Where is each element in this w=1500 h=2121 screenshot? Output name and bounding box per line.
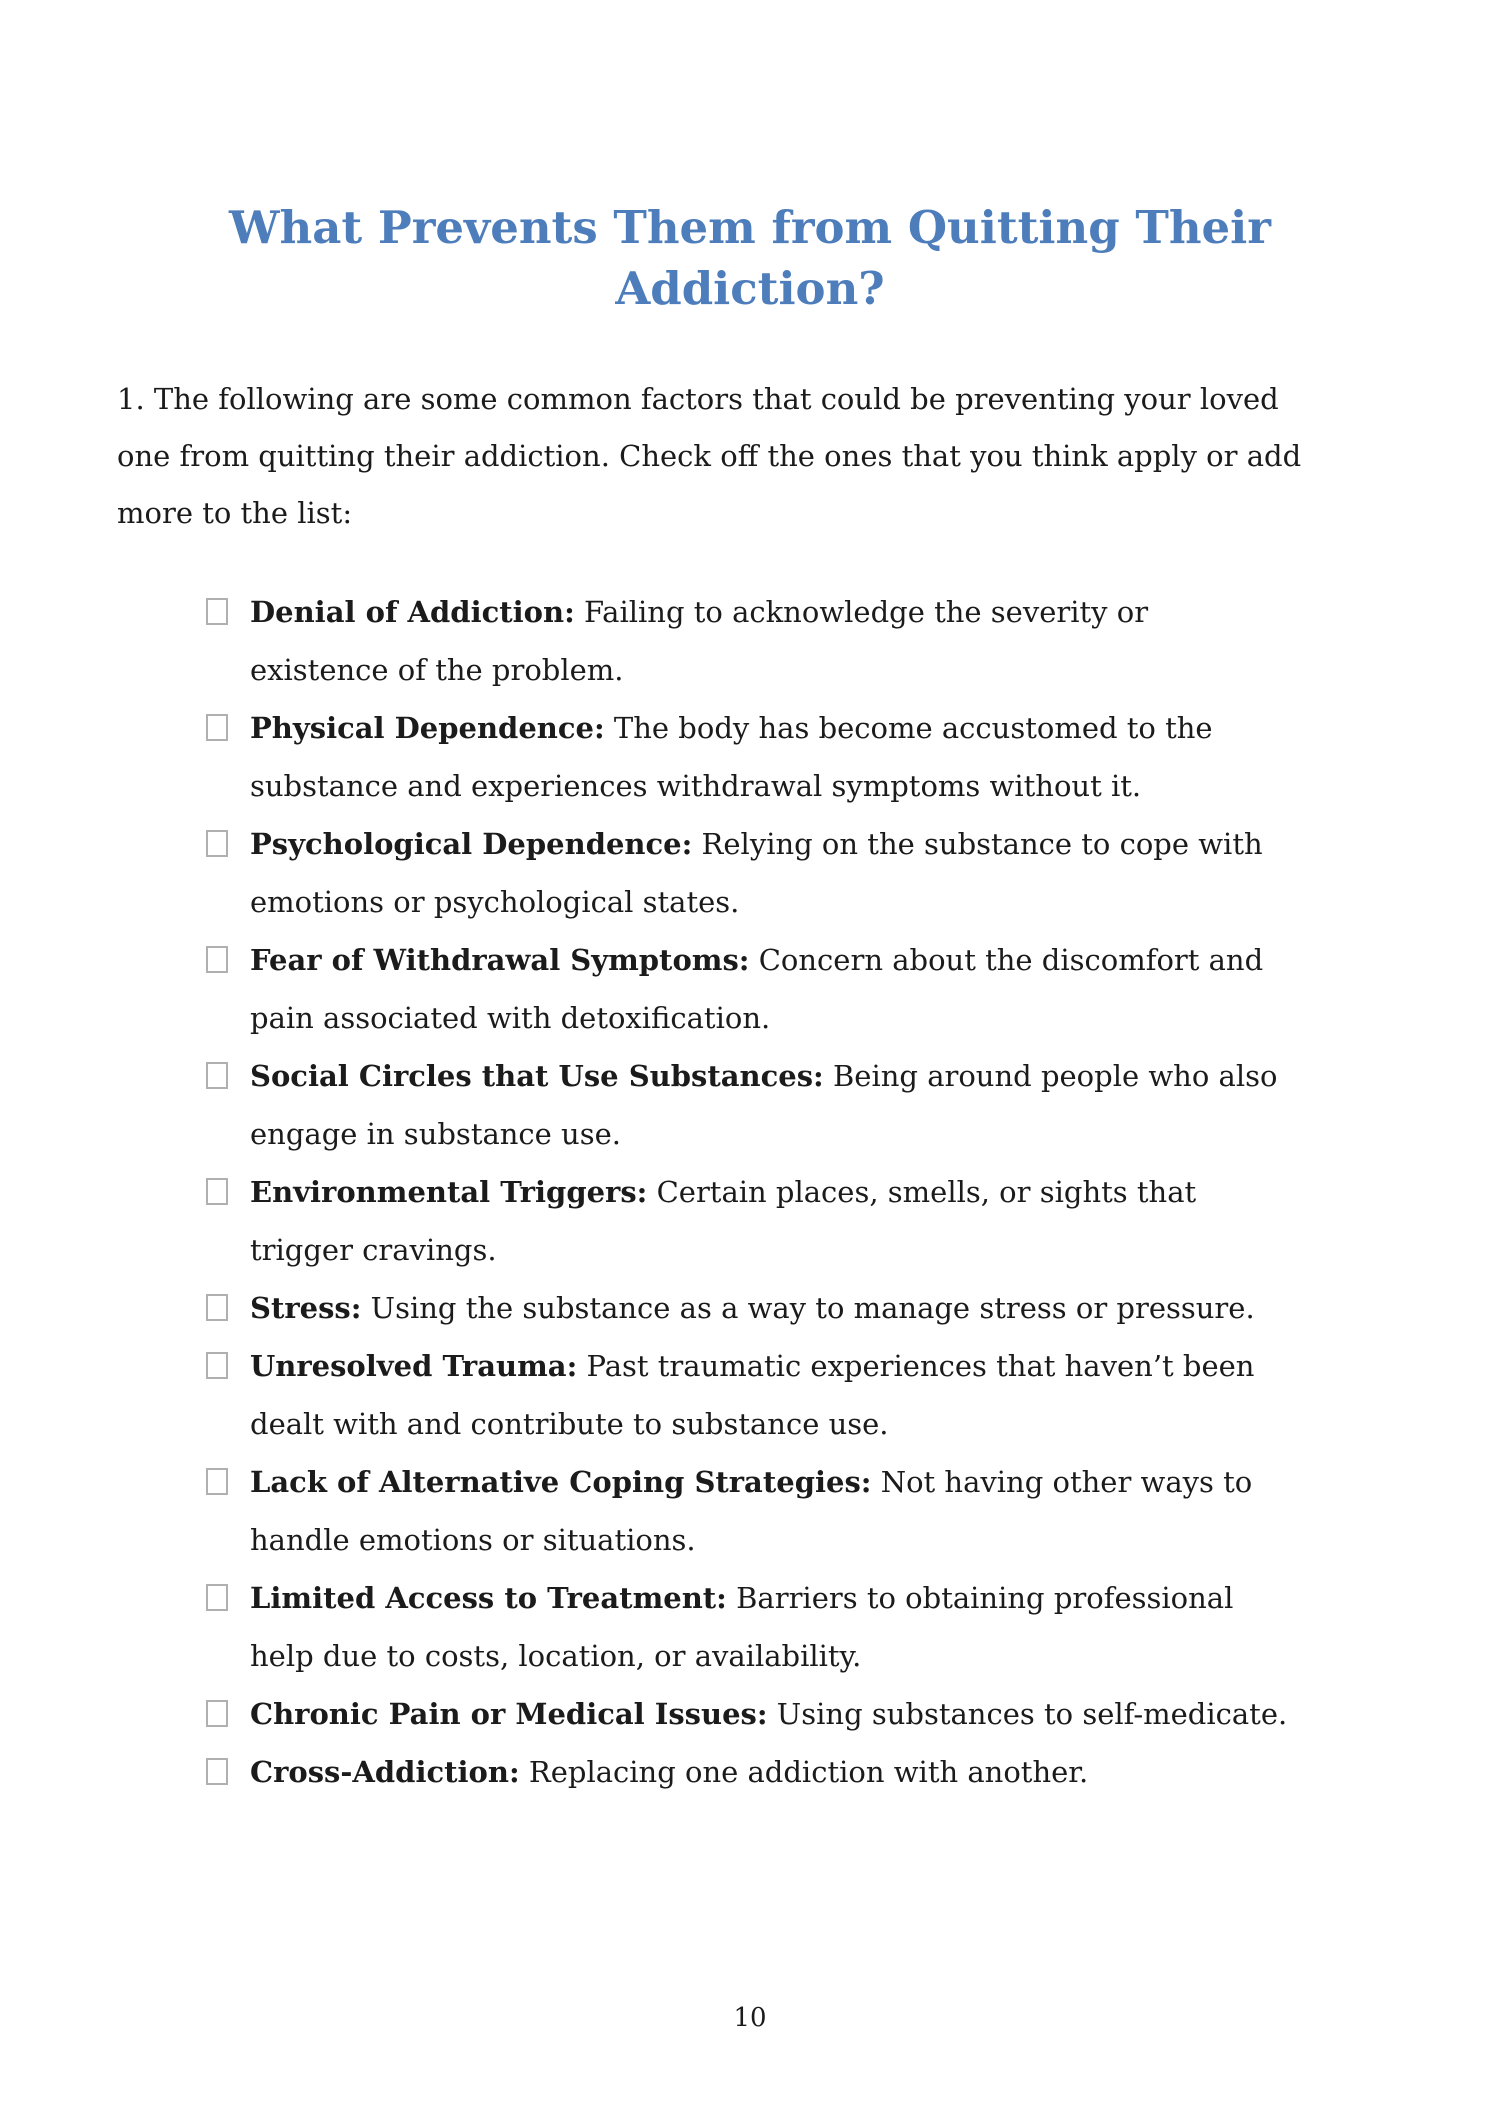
page-number: 10	[733, 2003, 767, 2033]
item-label: Cross-Addiction:	[250, 1755, 520, 1789]
checkbox-icon[interactable]	[206, 830, 228, 857]
item-label: Chronic Pain or Medical Issues:	[250, 1697, 768, 1731]
item-description: Being around people who also engage in substance use.	[250, 1059, 1278, 1151]
checkbox-icon[interactable]	[206, 1758, 228, 1785]
item-description: Not having other ways to handle emotions or situations.	[250, 1465, 1253, 1557]
checklist-item	[250, 699, 1290, 815]
item-description: Using the substance as a way to manage stress or pressure.	[370, 1291, 1255, 1325]
item-label: Limited Access to Treatment:	[250, 1581, 727, 1615]
checkbox-icon[interactable]	[206, 1294, 228, 1321]
checklist-item	[250, 1047, 1290, 1163]
item-description: Failing to acknowledge the severity or existence of the problem.	[250, 595, 1149, 687]
item-description: Past traumatic experiences that haven’t been dealt with and contribute to substance use.	[250, 1349, 1255, 1441]
checkbox-icon[interactable]	[206, 714, 228, 741]
item-label: Psychological Dependence:	[250, 827, 693, 861]
checkbox-icon[interactable]	[206, 1062, 228, 1089]
page-title: What Prevents Them from Quitting Their Addiction?	[229, 201, 1271, 315]
checkbox-icon[interactable]	[206, 1468, 228, 1495]
checklist-item	[250, 1569, 1290, 1685]
item-description: Concern about the discomfort and pain associated with detoxification.	[250, 943, 1264, 1035]
checklist-item	[250, 1163, 1290, 1279]
item-description: Using substances to self-medicate.	[776, 1697, 1288, 1731]
checklist-item	[250, 1743, 1290, 1801]
item-label: Environmental Triggers:	[250, 1175, 648, 1209]
checklist-item	[250, 1279, 1290, 1337]
checklist-item	[250, 815, 1290, 931]
checklist-item	[250, 583, 1290, 699]
checkbox-icon[interactable]	[206, 1352, 228, 1379]
item-label: Fear of Withdrawal Symptoms:	[250, 943, 750, 977]
checkbox-icon[interactable]	[206, 1700, 228, 1727]
item-label: Unresolved Trauma:	[250, 1349, 578, 1383]
intro-paragraph: 1. The following are some common factors that could be preventing your loved one from quitting their addiction. Check off the ones that you think apply or add more to the list:	[117, 382, 1302, 530]
checkbox-icon[interactable]	[206, 946, 228, 973]
item-label: Physical Dependence:	[250, 711, 605, 745]
item-label: Denial of Addiction:	[250, 595, 575, 629]
item-label: Social Circles that Use Substances:	[250, 1059, 824, 1093]
checkbox-icon[interactable]	[206, 1178, 228, 1205]
checklist-item	[250, 1685, 1290, 1743]
item-label: Lack of Alternative Coping Strategies:	[250, 1465, 872, 1499]
item-description: Relying on the substance to cope with emotions or psychological states.	[250, 827, 1263, 919]
item-description: The body has become accustomed to the substance and experiences withdrawal symptoms without it.	[250, 711, 1213, 803]
item-description: Certain places, smells, or sights that trigger cravings.	[250, 1175, 1197, 1267]
checklist	[250, 583, 1290, 1801]
checkbox-icon[interactable]	[206, 1584, 228, 1611]
checklist-item	[250, 1453, 1290, 1569]
item-description: Replacing one addiction with another.	[528, 1755, 1089, 1789]
checklist-item	[250, 931, 1290, 1047]
item-label: Stress:	[250, 1291, 362, 1325]
item-description: Barriers to obtaining professional help due to costs, location, or availability.	[250, 1581, 1234, 1673]
checklist-item	[250, 1337, 1290, 1453]
checkbox-icon[interactable]	[206, 598, 228, 625]
